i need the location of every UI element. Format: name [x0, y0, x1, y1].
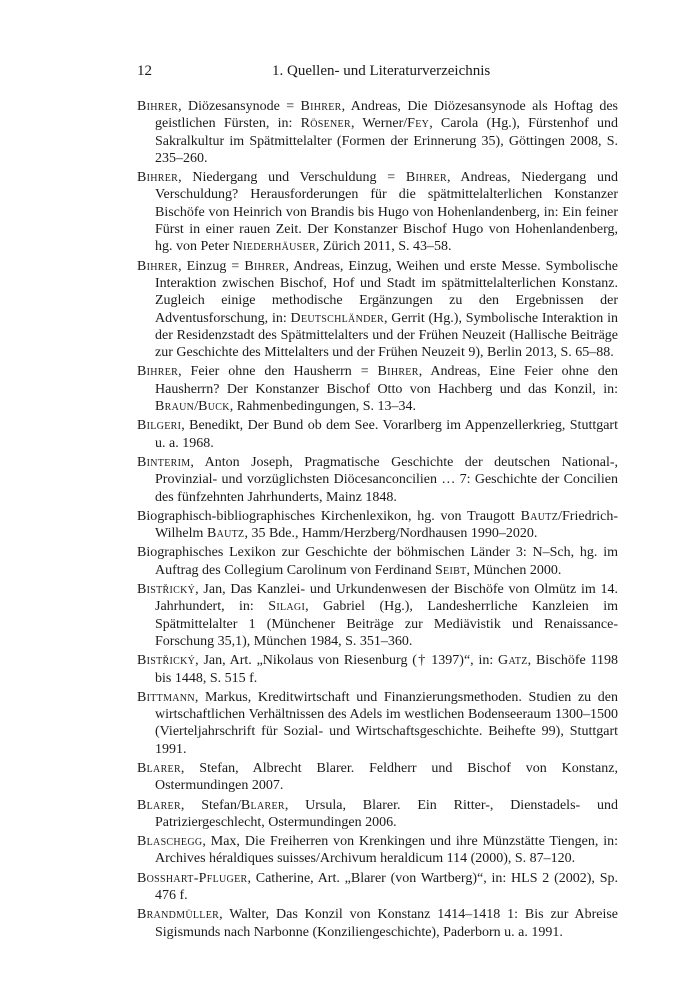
entry-text: /Friedrich-Wilhelm — [155, 508, 618, 542]
entry-text: / — [194, 399, 199, 415]
entry-text: , Stefan/ — [180, 797, 241, 813]
entry-text: , Feier ohne den Hausherrn = — [178, 364, 378, 380]
bibliography-entry — [137, 508, 618, 543]
entry-text: , Andreas, Niedergang und Verschuldung? Herausforderungen für die spätmittelalterlichen Konstanzer Bischöfe von Heinrich von Brandis bis Hugo von Hohenlandenberg, in: Ein feiner Fürst in einer rauen Zeit. Der Konstanzer Bischof Hugo von Hohenlandenberg, hg. von Peter — [155, 170, 618, 255]
bibliography-entry — [137, 906, 618, 941]
author-name: Gatz — [498, 653, 528, 669]
entry-text: Biographisches Lexikon zur Geschichte der böhmischen Länder 3: N–Sch, hg. im Auftrag des Collegium Carolinum von Ferdinand — [137, 545, 618, 578]
author-name: Bihrer — [300, 99, 342, 114]
entry-text: , Anton Joseph, Pragmatische Geschichte der deutschen National-, Provinzial- und vorzüglichsten Diöcesanconcilien … 7: Geschichte der Concilien des fünfzehnten Jahrhunderts, Mainz 1848. — [155, 454, 618, 505]
author-name: Deutschländer — [290, 310, 384, 326]
author-name: Niederhäuser — [232, 239, 316, 255]
author-name: Bautz — [520, 508, 559, 524]
bibliography-entry — [137, 98, 618, 167]
entry-text: , München 2000. — [466, 562, 562, 578]
entry-text: , Stefan, Albrecht Blarer. Feldherr und Bischof von Konstanz, Ostermundingen 2007. — [155, 760, 618, 794]
entry-text: Biographisch-bibliographisches Kirchenlexikon, hg. von Traugott — [137, 508, 521, 524]
bibliography-entry — [137, 363, 618, 415]
entry-text: , Einzug = — [178, 258, 245, 274]
author-name: Blarer — [137, 760, 181, 776]
bibliography-entry — [137, 258, 618, 362]
author-name: Rösener — [300, 116, 351, 132]
entry-text: , Benedikt, Der Bund ob dem See. Vorarlberg im Appenzellerkrieg, Stuttgart u. a. 1968. — [155, 418, 618, 451]
entry-text: , 35 Bde., Hamm/Herzberg/Nordhausen 1990–2020. — [244, 526, 538, 542]
bibliography-entry — [137, 544, 618, 579]
entry-text: , Niedergang und Verschuldung = — [178, 170, 406, 186]
entry-text: , Gabriel (Hg.), Landesherrliche Kanzleien im Spätmittelalter 1 (Münchener Beiträge zur Mediävistik und Renaissance-Forschung 35,1), München 1984, S. 351–360. — [155, 599, 618, 649]
bibliography-entry — [137, 689, 618, 758]
entry-text: , Walter, Das Konzil von Konstanz 1414–1418 1: Bis zur Abreise Sigismunds nach Narbonne (Konziliengeschichte), Paderborn u. a. 1991. — [155, 907, 618, 940]
bibliography-entry — [137, 870, 618, 905]
author-name: Bihrer — [137, 364, 179, 380]
entry-text: , Diözesansynode = — [178, 99, 301, 114]
author-name: Bihrer — [137, 170, 179, 186]
entry-text: , Gerrit (Hg.), Symbolische Interaktion in der Residenzstadt des Spätmittelalters und der Frühen Neuzeit (Hallische Beiträge zur Geschichte des Mittelalters und der Frühen Neuzeit 9), Berlin 2013, S. 65–88. — [155, 310, 618, 361]
author-name: Buck — [198, 399, 230, 415]
author-name: Bihrer — [137, 258, 179, 274]
page-number: 12 — [137, 63, 152, 79]
author-name: Bistřický — [137, 582, 196, 598]
author-name: Bihrer — [405, 170, 447, 186]
author-name: Blaschegg — [137, 834, 203, 850]
author-name: Fey — [407, 116, 430, 132]
author-name: Blarer — [240, 797, 285, 813]
author-name: Bilgeri — [137, 418, 182, 434]
bibliography-entry — [137, 581, 618, 650]
author-name: Bihrer — [377, 364, 419, 380]
bibliography-entry — [137, 833, 618, 868]
entry-text: , Zürich 2011, S. 43–58. — [315, 239, 452, 255]
bibliography-entry — [137, 454, 618, 506]
entry-text: , Andreas, Eine Feier ohne den Hausherrn? Der Konstanzer Bischof Otto von Hachberg und das Konzil, in: — [155, 364, 618, 397]
bibliography-entry — [137, 417, 618, 452]
author-name: Seibt — [434, 562, 467, 578]
author-name: Bittmann — [137, 689, 195, 705]
author-name: Brandmüller — [137, 907, 220, 923]
entry-text: , Carola (Hg.), Fürstenhof und Sakralkultur im Spätmittelalter (Formen der Erinnerung 35), Göttingen 2008, S. 235–260. — [155, 116, 619, 166]
author-name: Bautz — [206, 526, 245, 542]
entry-text: , Max, Die Freiherren von Krenkingen und ihre Münzstätte Tiengen, in: Archives héraldiques suisses/Archivum heraldicum 114 (2000), S. 87–120. — [155, 834, 618, 867]
entry-text: , Ursula, Blarer. Ein Ritter-, Dienstadels- und Patriziergeschlecht, Ostermundingen 2006. — [155, 797, 619, 830]
page-header — [137, 63, 618, 83]
entry-text: , Catherine, Art. „Blarer (von Wartberg)“, in: HLS 2 (2002), Sp. 476 f. — [155, 870, 618, 904]
author-name: Braun — [155, 399, 195, 415]
entry-text: , Andreas, Einzug, Weihen und erste Messe. Symbolische Interaktion zwischen Bischof, Hof und Stadt im spätmittelalterlichen Konstanz. Zugleich einige methodische Ergänzungen zu den Ergebnissen der Adventusforschung, in: — [155, 258, 618, 326]
bibliography-entry — [137, 797, 618, 832]
author-name: Binterim — [137, 454, 191, 470]
author-name: Silagi — [268, 599, 306, 615]
entry-text: , Rahmenbedingungen, S. 13–34. — [229, 399, 416, 415]
author-name: Bihrer — [244, 258, 286, 274]
entry-text: , Bischöfe 1198 bis 1448, S. 515 f. — [155, 653, 619, 686]
bibliography-entry — [137, 652, 618, 687]
entry-text: , Jan, Art. „Nikolaus von Riesenburg († 1397)“, in: — [195, 653, 499, 669]
bibliography-list — [137, 98, 618, 943]
bibliography-entry — [137, 760, 618, 795]
entry-text: , Andreas, Die Diözesansynode als Hoftag des geistlichen Fürsten, in: — [155, 99, 618, 132]
running-title: 1. Quellen- und Literaturverzeichnis — [272, 63, 491, 79]
author-name: Bihrer — [137, 99, 179, 114]
author-name: Bosshart-Pfluger — [137, 870, 248, 886]
author-name: Bistřický — [137, 653, 196, 669]
entry-text: , Jan, Das Kanzlei- und Urkundenwesen der Bischöfe von Olmütz im 14. Jahrhundert, in: — [155, 582, 618, 615]
entry-text: , Werner/ — [350, 116, 408, 132]
author-name: Blarer — [137, 797, 181, 813]
bibliography-entry — [137, 169, 618, 255]
entry-text: , Markus, Kreditwirtschaft und Finanzierungsmethoden. Studien zu den wirtschaftlichen Verhältnissen des Adels im westlichen Bodenseeraum 1300–1500 (Vierteljahrschrift für Sozial- und Wirtschaftsgeschichte. Beihefte 99), Stuttgart 1991. — [155, 689, 618, 757]
